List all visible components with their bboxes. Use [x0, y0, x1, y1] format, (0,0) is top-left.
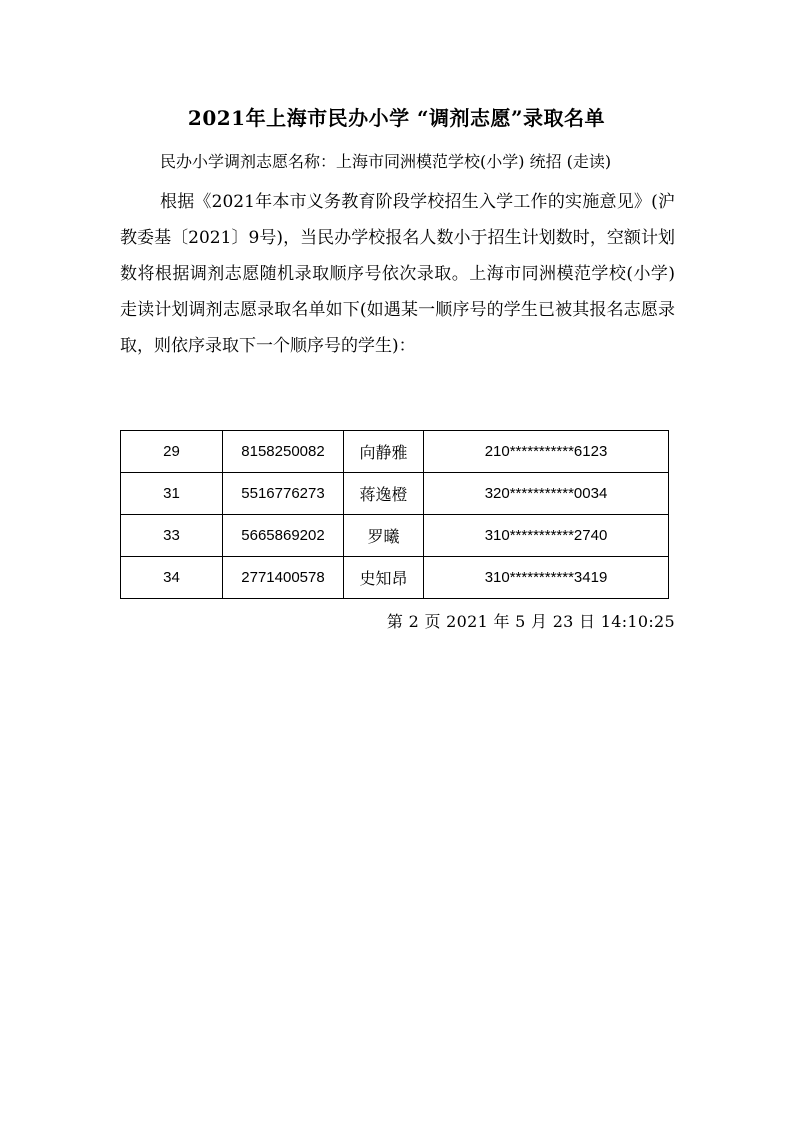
id-number-cell: 310***********2740 [424, 515, 669, 557]
table-row [121, 431, 669, 473]
seq-cell: 31 [121, 473, 223, 515]
intro-paragraph: 根据《2021年本市义务教育阶段学校招生入学工作的实施意见》(沪教委基〔2021〕9号)，当民办学校报名人数小于招生计划数时，空额计划数将根据调剂志愿随机录取顺序号依次录取。上海市同洲模范学校(小学) 走读计划调剂志愿录取名单如下(如遇某一顺序号的学生已被其报名志愿录取，则依序录取下一个顺序号的学生)： [120, 192, 675, 356]
page-footer: 第 2 页 2021 年 5 月 23 日 14:10:25 [386, 612, 675, 631]
table-row [121, 557, 669, 599]
student-name-cell: 向静雅 [344, 431, 424, 473]
subtitle: 民办小学调剂志愿名称：上海市同洲模范学校(小学) 统招 (走读) [160, 152, 612, 171]
seq-cell: 29 [121, 431, 223, 473]
id-number-cell: 310***********3419 [424, 557, 669, 599]
seq-cell: 34 [121, 557, 223, 599]
student-name-cell: 罗曦 [344, 515, 424, 557]
application-number-cell: 8158250082 [223, 431, 344, 473]
application-number-cell: 5516776273 [223, 473, 344, 515]
seq-cell: 33 [121, 515, 223, 557]
table-row [121, 515, 669, 557]
id-number-cell: 320***********0034 [424, 473, 669, 515]
page-title: 2021年上海市民办小学 “调剂志愿”录取名单 [187, 106, 606, 130]
table-row [121, 473, 669, 515]
application-number-cell: 2771400578 [223, 557, 344, 599]
application-number-cell: 5665869202 [223, 515, 344, 557]
student-name-cell: 蒋逸橙 [344, 473, 424, 515]
student-name-cell: 史知昂 [344, 557, 424, 599]
id-number-cell: 210***********6123 [424, 431, 669, 473]
admission-table [120, 430, 669, 599]
